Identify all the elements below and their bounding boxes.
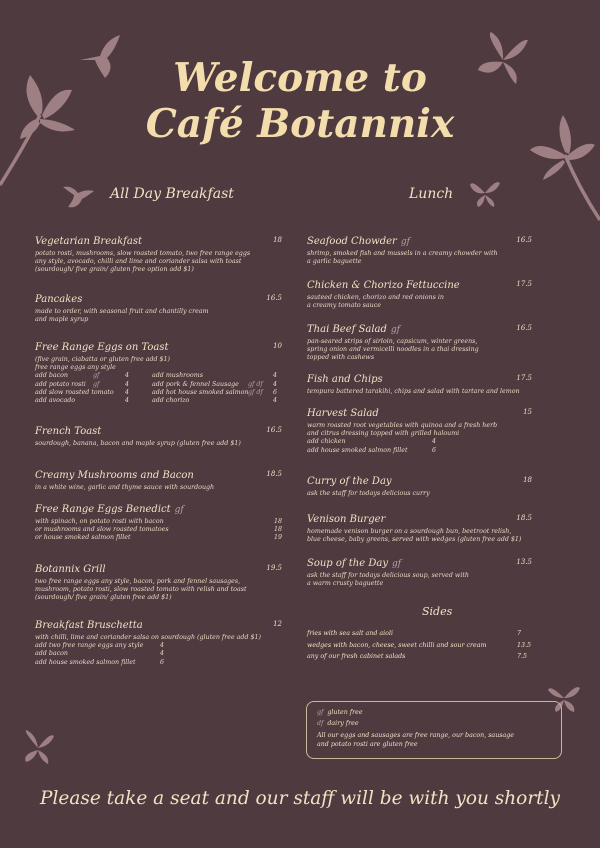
description-line: a creamy tomato sauce bbox=[307, 302, 381, 310]
side-price: 7 bbox=[517, 630, 522, 637]
butterfly-bottom-left-icon bbox=[20, 728, 56, 766]
menu-item-description bbox=[307, 388, 532, 396]
side-label: any of our fresh cabinet salads bbox=[307, 653, 406, 660]
legend-df-row: df dairy free bbox=[317, 720, 359, 727]
legend-gf-row: gf gluten free bbox=[317, 709, 363, 716]
menu-item bbox=[35, 564, 282, 603]
menu-item bbox=[35, 470, 282, 492]
section-heading-sides: Sides bbox=[422, 605, 453, 618]
addon-label: add avocado bbox=[35, 396, 76, 404]
addon-label: add house smoked salmon fillet bbox=[35, 658, 136, 666]
addon-price: 4 bbox=[160, 642, 165, 650]
menu-item-title: Chicken & Chorizo Fettuccine bbox=[307, 280, 460, 291]
addon-price: 4 bbox=[273, 380, 278, 388]
addon-row bbox=[307, 447, 532, 455]
addon-label: add house smoked salmon fillet bbox=[307, 446, 408, 454]
dietary-tag: gf bbox=[93, 372, 100, 380]
dietary-tag: gf df bbox=[248, 388, 263, 396]
menu-item-title: Creamy Mushrooms and Bacon bbox=[35, 470, 194, 481]
addon-price: 6 bbox=[432, 446, 437, 454]
menu-item bbox=[307, 476, 532, 498]
addon-price: 4 bbox=[125, 396, 130, 404]
menu-item-price: 19.5 bbox=[266, 564, 282, 572]
menu-item bbox=[35, 504, 282, 543]
addon-price: 4 bbox=[432, 438, 437, 446]
side-row bbox=[307, 642, 532, 654]
menu-item-price: 16.5 bbox=[516, 324, 532, 332]
menu-item-title: Seafood Chowder bbox=[307, 236, 397, 247]
menu-item-title: Fish and Chips bbox=[307, 374, 383, 385]
addon-row bbox=[35, 642, 282, 650]
menu-item-description bbox=[35, 356, 282, 405]
description-line: in a white wine, garlic and thyme sauce with sourdough bbox=[35, 484, 215, 491]
menu-item-price: 13.5 bbox=[516, 558, 532, 566]
addon-row bbox=[35, 381, 282, 389]
menu-item bbox=[35, 294, 282, 324]
menu-item bbox=[307, 408, 532, 455]
description-line: blue cheese, baby greens, served with wedges (gluten free add $1) bbox=[307, 536, 522, 544]
addon-label: add potato rosti bbox=[35, 380, 86, 388]
section-heading-lunch: Lunch bbox=[409, 186, 454, 202]
addon-price: 6 bbox=[273, 388, 278, 396]
description-line: made to order, with seasonal fruit and chantilly cream bbox=[35, 308, 209, 315]
addon-price: 6 bbox=[160, 658, 165, 666]
option-label: or house smoked salmon fillet bbox=[35, 534, 131, 542]
hummingbird-left-icon bbox=[60, 177, 96, 211]
description-line: any style, avocado, chilli and lime and coriander salsa with toast bbox=[35, 258, 242, 266]
page-title-line1: Welcome to bbox=[173, 55, 427, 101]
description-line: (sourdough/ five grain/ gluten free option add $1) bbox=[35, 266, 194, 274]
addon-label: add hot house smoked salmon bbox=[152, 388, 249, 396]
option-price: 19 bbox=[273, 534, 282, 542]
addon-label: add slow roasted tomato bbox=[35, 388, 114, 396]
description-line: ask the staff for todays delicious curry bbox=[307, 490, 430, 497]
description-line: sauteed chicken, chorizo and red onions in bbox=[307, 294, 444, 301]
option-row bbox=[35, 534, 282, 542]
menu-item-description bbox=[35, 440, 282, 448]
menu-item-name bbox=[35, 342, 282, 353]
sides-list bbox=[307, 630, 532, 665]
menu-item-name bbox=[35, 564, 282, 575]
option-label: or mushrooms and slow roasted tomatoes bbox=[35, 526, 169, 534]
menu-item bbox=[307, 558, 532, 588]
menu-item-description bbox=[35, 578, 282, 603]
menu-item-name bbox=[307, 558, 532, 569]
menu-item bbox=[307, 514, 532, 544]
dietary-tag: gf bbox=[391, 559, 402, 569]
menu-item-title: Harvest Salad bbox=[307, 408, 379, 419]
description-line: potato rosti, mushrooms, slow roasted tomato, two free range eggs bbox=[35, 250, 251, 257]
menu-item-title: Breakfast Bruschetta bbox=[35, 620, 143, 631]
menu-item-title: Thai Beef Salad bbox=[307, 324, 387, 335]
description-line: homemade venison burger on a sourdough bun, beetroot relish, bbox=[307, 528, 512, 535]
menu-item-price: 16.5 bbox=[266, 426, 282, 434]
menu-item-price: 17.5 bbox=[516, 280, 532, 288]
menu-item-price: 18.5 bbox=[516, 514, 532, 522]
addon-row bbox=[35, 372, 282, 380]
menu-item-price: 18.5 bbox=[266, 470, 282, 478]
description-line: (sourdough/ five grain/ gluten free add $1) bbox=[35, 594, 172, 602]
menu-item-price: 18 bbox=[273, 236, 282, 244]
menu-item-name bbox=[35, 620, 282, 631]
addon-price: 4 bbox=[125, 388, 130, 396]
menu-item-title: French Toast bbox=[35, 426, 102, 437]
description-line: sourdough, banana, bacon and maple syrup (gluten free add $1) bbox=[35, 440, 241, 447]
description-line: (five grain, ciabatta or gluten free add $1) bbox=[35, 356, 171, 363]
menu-item-price: 10 bbox=[273, 342, 282, 350]
menu-item-price: 18 bbox=[523, 476, 532, 484]
menu-item-title: Pancakes bbox=[35, 294, 83, 305]
description-line: and citrus dressing topped with grilled haloumi bbox=[307, 430, 460, 438]
side-price: 7.5 bbox=[517, 653, 528, 660]
menu-item bbox=[307, 374, 532, 396]
addon-label: add pork & fennel Sausage bbox=[152, 380, 239, 388]
menu-item bbox=[35, 236, 282, 275]
menu-item bbox=[307, 236, 532, 266]
menu-item bbox=[307, 324, 532, 363]
description-line: tempura battered tarakihi, chips and salad with tartare and lemon bbox=[307, 388, 520, 395]
option-row bbox=[35, 526, 282, 534]
menu-item-description bbox=[307, 294, 532, 310]
menu-item-description bbox=[35, 308, 282, 324]
addon-row bbox=[35, 650, 282, 658]
side-row bbox=[307, 653, 532, 665]
addon-price: 4 bbox=[125, 372, 130, 380]
description-line: a warm crusty baguette bbox=[307, 580, 384, 588]
dietary-tag: gf bbox=[390, 325, 400, 335]
description-line: a garlic baguette bbox=[307, 258, 362, 266]
description-line: two free range eggs any style, bacon, pork and fennel sausages, bbox=[35, 578, 241, 585]
description-line: pan-seared strips of sirloin, capsicum, winter greens, bbox=[307, 338, 478, 345]
menu-item-description bbox=[307, 528, 532, 544]
menu-item-price: 12 bbox=[273, 620, 282, 628]
menu-item-price: 15 bbox=[523, 408, 532, 416]
description-line: shrimp, smoked fish and mussels in a creamy chowder with bbox=[307, 250, 498, 257]
legend-note-line2: and potato rosti are gluten free bbox=[317, 741, 418, 748]
menu-item-description bbox=[307, 338, 532, 363]
description-line: with chilli, lime and coriander salsa on sourdough (gluten free add $1) bbox=[35, 634, 261, 641]
addon-price: 4 bbox=[273, 396, 278, 404]
menu-item-title: Curry of the Day bbox=[307, 476, 392, 487]
menu-item-name bbox=[307, 324, 532, 335]
menu-item-title: Free Range Eggs Benedict bbox=[35, 504, 171, 515]
menu-item-description bbox=[35, 484, 282, 492]
description-line: ask the staff for todays delicious soup, served with bbox=[307, 572, 469, 579]
menu-item-name bbox=[35, 426, 282, 437]
menu-item-price: 16.5 bbox=[266, 294, 282, 302]
option-price: 18 bbox=[273, 526, 282, 534]
menu-item-title: Soup of the Day bbox=[307, 558, 388, 569]
dietary-tag: gf bbox=[400, 237, 410, 247]
menu-item-title: Botannix Grill bbox=[35, 564, 106, 575]
description-line: free range eggs any style bbox=[35, 364, 116, 372]
menu-item-description bbox=[307, 250, 532, 266]
addon-price: 4 bbox=[160, 650, 165, 658]
addon-row bbox=[35, 659, 282, 667]
side-label: wedges with bacon, cheese, sweet chilli and sour cream bbox=[307, 641, 487, 649]
menu-item-description bbox=[307, 572, 532, 588]
addon-row bbox=[35, 397, 282, 405]
dietary-legend bbox=[306, 701, 562, 759]
menu-item-description bbox=[307, 422, 532, 455]
dietary-tag: gf bbox=[93, 380, 100, 388]
dietary-tag: gf df bbox=[248, 380, 263, 388]
description-line: mushroom, potato rosti, slow roasted tomato with relish and toast bbox=[35, 586, 247, 594]
addon-label: add mushrooms bbox=[152, 372, 203, 380]
menu-item-name bbox=[307, 280, 532, 291]
footer-message: Please take a seat and our staff will be with you shortly bbox=[40, 788, 560, 809]
butterfly-right-icon bbox=[468, 177, 502, 209]
option-label: with spinach, on potato rosti with bacon bbox=[35, 518, 164, 525]
menu-item-price: 17.5 bbox=[516, 374, 532, 382]
menu-item-name bbox=[307, 476, 532, 487]
menu-item-name bbox=[307, 236, 532, 247]
side-label: fries with sea salt and aioli bbox=[307, 630, 393, 637]
menu-item-name bbox=[35, 504, 282, 515]
menu-item-name bbox=[307, 514, 532, 525]
addon-price: 4 bbox=[273, 372, 278, 380]
dietary-tag: gf bbox=[174, 505, 184, 515]
side-price: 13.5 bbox=[517, 641, 532, 649]
option-price: 18 bbox=[273, 518, 282, 525]
menu-item-description bbox=[307, 490, 532, 498]
page-title-line2: Café Botannix bbox=[145, 101, 455, 147]
menu-item-description bbox=[35, 518, 282, 543]
menu-item bbox=[35, 342, 282, 405]
addon-label: add bacon bbox=[35, 650, 68, 658]
addon-row bbox=[35, 389, 282, 397]
menu-item-title: Vegetarian Breakfast bbox=[35, 236, 142, 247]
addon-row bbox=[307, 438, 532, 446]
menu-item-name bbox=[307, 408, 532, 419]
side-row bbox=[307, 630, 532, 642]
addon-label: add two free range eggs any style bbox=[35, 642, 144, 650]
description-line: and maple syrup bbox=[35, 316, 89, 324]
menu-item-name bbox=[35, 236, 282, 247]
legend-note-line1: All our eggs and sausages are free range, our bacon, sausage bbox=[317, 732, 514, 739]
menu-item-name bbox=[307, 374, 532, 385]
addon-label: add chorizo bbox=[152, 396, 190, 404]
option-row bbox=[35, 518, 282, 526]
menu-item-title: Free Range Eggs on Toast bbox=[35, 342, 169, 353]
menu-item bbox=[35, 426, 282, 448]
menu-item-title: Venison Burger bbox=[307, 514, 386, 525]
section-heading-breakfast: All Day Breakfast bbox=[110, 186, 234, 202]
menu-item-name bbox=[35, 470, 282, 481]
menu-item-price: 16.5 bbox=[516, 236, 532, 244]
description-line: spring onion and vermicelli noodles in a thai dressing bbox=[307, 346, 479, 354]
addon-price: 4 bbox=[125, 380, 130, 388]
addon-label: add bacon bbox=[35, 372, 68, 380]
addon-label: add chicken bbox=[307, 438, 346, 446]
description-line: warm roasted root vegetables with quinoa and a fresh herb bbox=[307, 422, 498, 429]
description-line: topped with cashews bbox=[307, 354, 375, 362]
menu-item-name bbox=[35, 294, 282, 305]
menu-item-description bbox=[35, 634, 282, 667]
menu-item bbox=[307, 280, 532, 310]
menu-item-description bbox=[35, 250, 282, 275]
menu-item bbox=[35, 620, 282, 667]
